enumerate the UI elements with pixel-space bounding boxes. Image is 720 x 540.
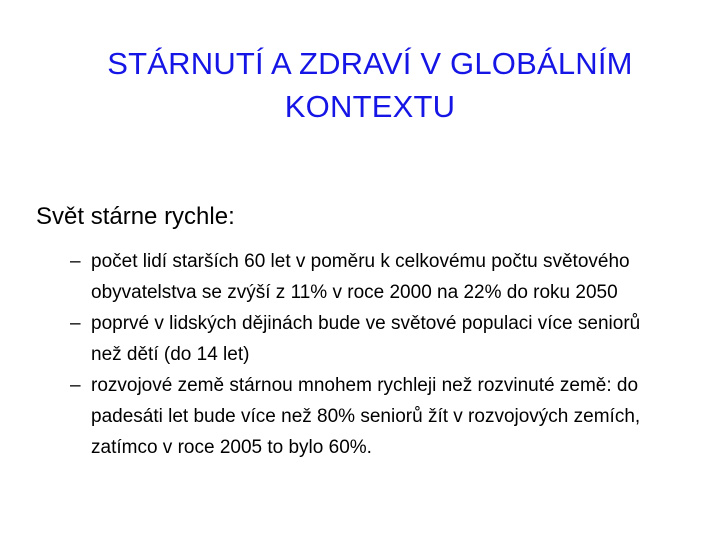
bullet-item: [70, 370, 670, 463]
slide-title-line-1: STÁRNUTÍ A ZDRAVÍ V GLOBÁLNÍM: [107, 46, 633, 81]
dash-bullet-marker: –: [70, 313, 81, 334]
bullet-text: rozvojové země stárnou mnohem rychleji než rozvinuté země: do padesáti let bude více než 80% seniorů žít v rozvojových zemích, zatímco v roce 2005 to bylo 60%.: [91, 375, 641, 458]
bullet-item: [70, 246, 670, 308]
bullet-text: počet lidí starších 60 let v poměru k celkovému počtu světového obyvatelstva se zvýší z 11% v roce 2000 na 22% do roku 2050: [91, 251, 630, 303]
dash-bullet-marker: –: [70, 251, 81, 272]
bullet-text: poprvé v lidských dějinách bude ve světové populaci více seniorů než dětí (do 14 let): [91, 313, 641, 365]
slide-title-line-2: KONTEXTU: [284, 89, 456, 124]
slide-title: [60, 42, 680, 128]
bullet-item: [70, 308, 670, 370]
section-heading: Svět stárne rychle:: [36, 203, 235, 230]
bullet-list: [70, 246, 670, 463]
dash-bullet-marker: –: [70, 375, 81, 396]
